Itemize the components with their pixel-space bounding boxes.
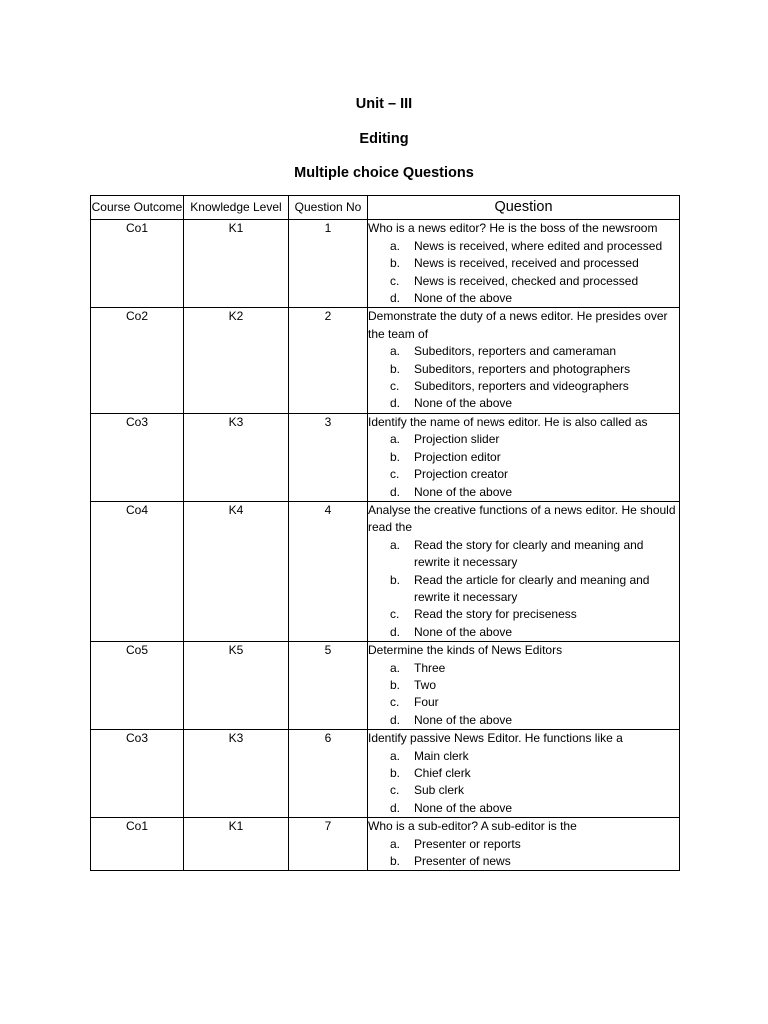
knowledge-level-cell: K1 bbox=[184, 818, 289, 871]
option-text: Subeditors, reporters and photographers bbox=[414, 361, 631, 376]
question-no-cell: 4 bbox=[289, 501, 368, 641]
table-row bbox=[91, 413, 680, 501]
option-item bbox=[368, 238, 679, 255]
table-row bbox=[91, 730, 680, 818]
option-letter: b. bbox=[390, 677, 401, 692]
options-list bbox=[368, 343, 679, 413]
option-text: Presenter of news bbox=[414, 854, 511, 869]
option-letter: a. bbox=[390, 836, 401, 851]
question-text: Who is a sub-editor? A sub-editor is the bbox=[368, 819, 577, 834]
knowledge-level-cell: K3 bbox=[184, 413, 289, 501]
question-cell bbox=[368, 413, 680, 501]
question-text: Identify passive News Editor. He functions like a bbox=[368, 731, 623, 746]
course-outcome-cell: Co4 bbox=[91, 501, 184, 641]
option-item bbox=[368, 853, 679, 870]
option-text: Read the story for clearly and meaning and rewrite it necessary bbox=[414, 537, 644, 570]
option-letter: d. bbox=[390, 396, 401, 411]
option-text: None of the above bbox=[414, 624, 513, 639]
option-text: Read the article for clearly and meaning and rewrite it necessary bbox=[414, 572, 650, 604]
options-list bbox=[368, 238, 679, 308]
mcq-table bbox=[90, 195, 680, 871]
option-letter: d. bbox=[390, 800, 401, 815]
table-header-row bbox=[91, 196, 680, 220]
question-text: Who is a news editor? He is the boss of the newsroom bbox=[368, 221, 658, 236]
knowledge-level-cell: K3 bbox=[184, 730, 289, 818]
options-list bbox=[368, 836, 679, 871]
option-letter: a. bbox=[390, 537, 401, 552]
option-letter: b. bbox=[390, 449, 401, 464]
table-body bbox=[91, 220, 680, 871]
option-letter: a. bbox=[390, 432, 401, 447]
question-cell bbox=[368, 501, 680, 641]
option-text: Chief clerk bbox=[414, 766, 471, 780]
options-list bbox=[368, 431, 679, 501]
option-letter: b. bbox=[390, 572, 401, 587]
option-letter: d. bbox=[390, 712, 401, 727]
question-no-cell: 7 bbox=[289, 818, 368, 871]
option-item bbox=[368, 694, 679, 711]
option-text: None of the above bbox=[414, 396, 513, 411]
question-cell bbox=[368, 220, 680, 308]
table-row bbox=[91, 220, 680, 308]
question-no-cell: 3 bbox=[289, 413, 368, 501]
question-text: Demonstrate the duty of a news editor. He presides over the team of bbox=[368, 309, 668, 341]
option-text: None of the above bbox=[414, 712, 513, 727]
option-item bbox=[368, 712, 679, 729]
header-knowledge-level: Knowledge Level bbox=[184, 196, 289, 220]
header-question-no: Question No bbox=[289, 196, 368, 220]
option-text: News is received, where edited and processed bbox=[414, 238, 663, 253]
question-no-cell: 2 bbox=[289, 308, 368, 413]
table-row bbox=[91, 818, 680, 871]
option-item bbox=[368, 660, 679, 677]
course-outcome-cell: Co3 bbox=[91, 730, 184, 818]
option-text: None of the above bbox=[414, 484, 513, 499]
option-item bbox=[368, 800, 679, 817]
option-letter: d. bbox=[390, 291, 401, 306]
option-text: Subeditors, reporters and videographers bbox=[414, 379, 629, 394]
unit-heading: Unit – III bbox=[355, 96, 413, 112]
question-text: Identify the name of news editor. He is also called as bbox=[368, 414, 648, 429]
course-outcome-cell: Co3 bbox=[91, 413, 184, 501]
option-letter: a. bbox=[390, 660, 401, 675]
question-cell bbox=[368, 308, 680, 413]
option-letter: c. bbox=[390, 695, 400, 710]
option-text: Two bbox=[414, 677, 437, 692]
option-letter: d. bbox=[390, 484, 401, 499]
option-item bbox=[368, 431, 679, 448]
option-text: Main clerk bbox=[414, 748, 469, 763]
option-item bbox=[368, 836, 679, 853]
option-item bbox=[368, 343, 679, 360]
option-text: Sub clerk bbox=[414, 783, 465, 798]
question-cell bbox=[368, 642, 680, 730]
question-cell bbox=[368, 730, 680, 818]
option-item bbox=[368, 255, 679, 272]
option-item bbox=[368, 395, 679, 412]
option-text: Four bbox=[414, 695, 439, 710]
option-text: Projection editor bbox=[414, 449, 501, 464]
question-no-cell: 6 bbox=[289, 730, 368, 818]
section-heading: Multiple choice Questions bbox=[294, 165, 474, 181]
option-text: Three bbox=[414, 660, 446, 675]
option-text: Projection slider bbox=[414, 432, 500, 447]
option-item bbox=[368, 748, 679, 765]
course-outcome-cell: Co5 bbox=[91, 642, 184, 730]
option-item bbox=[368, 624, 679, 641]
option-item bbox=[368, 765, 679, 782]
options-list bbox=[368, 748, 679, 818]
question-no-cell: 5 bbox=[289, 642, 368, 730]
header-course-outcome: Course Outcome bbox=[91, 196, 184, 220]
option-text: News is received, checked and processed bbox=[414, 273, 639, 288]
option-letter: a. bbox=[390, 238, 401, 253]
table-row bbox=[91, 642, 680, 730]
question-no-cell: 1 bbox=[289, 220, 368, 308]
knowledge-level-cell: K4 bbox=[184, 501, 289, 641]
option-letter: b. bbox=[390, 256, 401, 271]
option-letter: a. bbox=[390, 344, 401, 359]
option-letter: a. bbox=[390, 748, 401, 763]
option-letter: b. bbox=[390, 766, 401, 780]
options-list bbox=[368, 537, 679, 641]
option-text: Presenter or reports bbox=[414, 836, 521, 851]
option-item bbox=[368, 782, 679, 799]
course-outcome-cell: Co2 bbox=[91, 308, 184, 413]
option-item bbox=[368, 378, 679, 395]
knowledge-level-cell: K2 bbox=[184, 308, 289, 413]
option-letter: c. bbox=[390, 379, 400, 394]
option-letter: b. bbox=[390, 854, 401, 869]
table-row bbox=[91, 308, 680, 413]
option-letter: c. bbox=[390, 783, 400, 798]
option-item bbox=[368, 290, 679, 307]
option-letter: d. bbox=[390, 624, 401, 639]
option-text: News is received, received and processed bbox=[414, 256, 639, 271]
question-text: Analyse the creative functions of a news editor. He should read the bbox=[368, 502, 676, 535]
options-list bbox=[368, 660, 679, 730]
knowledge-level-cell: K5 bbox=[184, 642, 289, 730]
table-row bbox=[91, 501, 680, 641]
option-text: None of the above bbox=[414, 291, 513, 306]
option-item bbox=[368, 572, 679, 607]
header-question: Question bbox=[368, 196, 680, 220]
option-text: Subeditors, reporters and cameraman bbox=[414, 344, 617, 359]
option-text: Projection creator bbox=[414, 467, 509, 482]
option-letter: c. bbox=[390, 273, 400, 288]
course-outcome-cell: Co1 bbox=[91, 818, 184, 871]
question-text: Determine the kinds of News Editors bbox=[368, 643, 563, 658]
option-item bbox=[368, 606, 679, 623]
option-item bbox=[368, 677, 679, 694]
option-text: None of the above bbox=[414, 800, 513, 815]
option-item bbox=[368, 484, 679, 501]
question-cell bbox=[368, 818, 680, 871]
option-letter: b. bbox=[390, 361, 401, 376]
option-item bbox=[368, 273, 679, 290]
option-letter: c. bbox=[390, 607, 400, 622]
option-letter: c. bbox=[390, 467, 400, 482]
course-outcome-cell: Co1 bbox=[91, 220, 184, 308]
option-item bbox=[368, 361, 679, 378]
option-item bbox=[368, 449, 679, 466]
option-text: Read the story for preciseness bbox=[414, 607, 577, 622]
subject-heading: Editing bbox=[359, 131, 409, 147]
option-item bbox=[368, 466, 679, 483]
knowledge-level-cell: K1 bbox=[184, 220, 289, 308]
option-item bbox=[368, 537, 679, 572]
